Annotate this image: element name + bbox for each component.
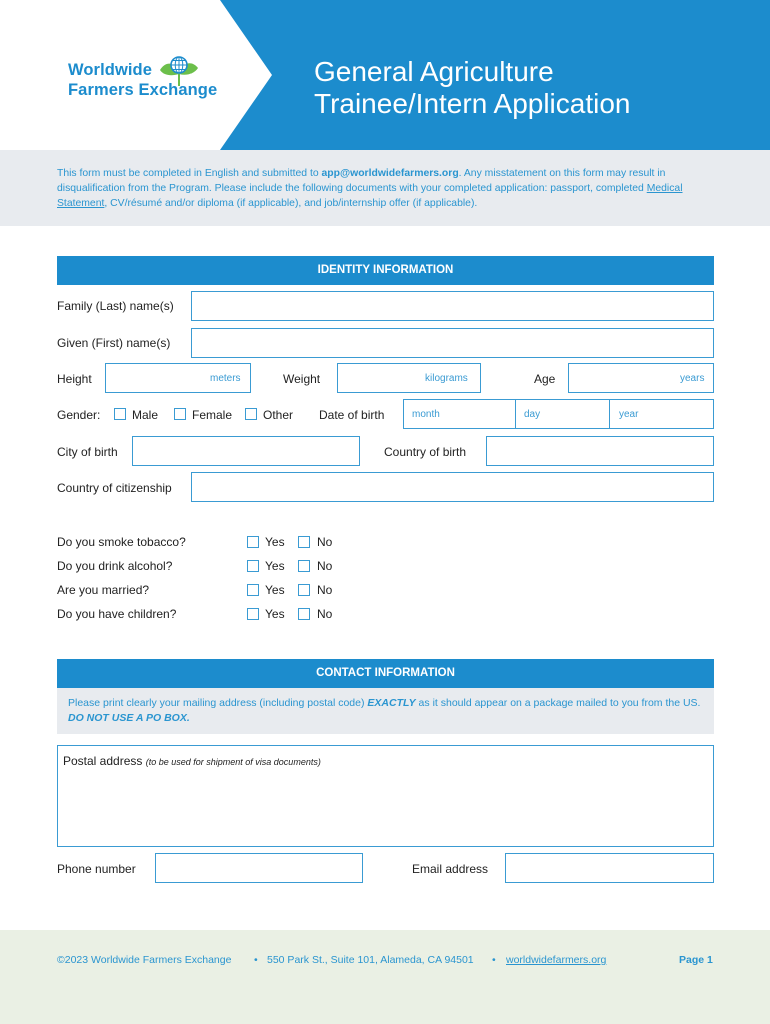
smoke-question: Do you smoke tobacco? — [57, 535, 186, 549]
given-name-label: Given (First) name(s) — [57, 336, 171, 350]
intro-text-b: . Any misstatement on this form may result in disqualification from the Program. Please include the following documents with your completed application: passport, completed — [57, 168, 666, 194]
gender-other-label: Other — [263, 408, 294, 422]
footer-separator-1: • — [254, 954, 258, 966]
postal-address-label-text: Postal address — [63, 754, 143, 768]
height-label: Height — [57, 372, 92, 386]
children-no-checkbox[interactable] — [298, 608, 310, 620]
footer — [0, 930, 770, 1024]
age-unit: years — [680, 373, 705, 384]
weight-label: Weight — [283, 372, 321, 386]
dob-month-hint: month — [412, 409, 440, 420]
logo — [68, 60, 217, 100]
children-question: Do you have children? — [57, 607, 177, 621]
footer-copyright: ©2023 Worldwide Farmers Exchange — [57, 954, 232, 966]
footer-separator-2: • — [492, 954, 496, 966]
contact-note-a: Please print clearly your mailing address (including postal code) — [68, 697, 368, 709]
gender-female-checkbox[interactable] — [174, 408, 186, 420]
contact-note — [57, 688, 714, 734]
title-line2: Trainee/Intern Application — [314, 88, 631, 119]
phone-label: Phone number — [57, 862, 136, 876]
country-of-birth-label: Country of birth — [384, 445, 467, 459]
intro-text-a: This form must be completed in English and submitted to — [57, 168, 322, 179]
family-name-label: Family (Last) name(s) — [57, 299, 174, 313]
smoke-yes-label: Yes — [265, 535, 285, 549]
dob-label: Date of birth — [319, 408, 385, 422]
children-yes-label: Yes — [265, 607, 285, 621]
page-number: Page 1 — [679, 954, 713, 966]
gender-label: Gender: — [57, 408, 101, 422]
footer-website-link[interactable] — [506, 954, 606, 966]
smoke-yes-checkbox[interactable] — [247, 536, 259, 548]
alcohol-yes-label: Yes — [265, 559, 285, 573]
footer-website-text[interactable]: worldwidefarmers.org — [506, 954, 607, 966]
footer-address: 550 Park St., Suite 101, Alameda, CA 94501 — [267, 954, 474, 966]
email-label: Email address — [412, 862, 489, 876]
contact-note-exactly: EXACTLY — [367, 697, 416, 709]
dob-day-hint: day — [524, 409, 541, 420]
phone-input[interactable] — [155, 853, 363, 883]
contact-note-pobox: DO NOT USE A PO BOX. — [68, 712, 190, 724]
alcohol-no-label: No — [317, 559, 333, 573]
city-of-birth-input[interactable] — [132, 436, 360, 466]
smoke-no-checkbox[interactable] — [298, 536, 310, 548]
medical-statement-link[interactable]: Medical Statement — [57, 183, 683, 209]
submit-email-link[interactable]: app@worldwidefarmers.org — [321, 168, 459, 179]
smoke-no-label: No — [317, 535, 333, 549]
page-title — [314, 56, 631, 120]
gender-other-checkbox[interactable] — [245, 408, 257, 420]
postal-address-label — [63, 754, 321, 768]
gender-male-label: Male — [132, 408, 159, 422]
married-no-label: No — [317, 583, 333, 597]
weight-unit: kilograms — [425, 373, 468, 384]
logo-line1: Worldwide — [68, 61, 153, 79]
married-yes-checkbox[interactable] — [247, 584, 259, 596]
family-name-input[interactable] — [191, 291, 714, 321]
country-of-birth-input[interactable] — [486, 436, 714, 466]
title-line1: General Agriculture — [314, 56, 554, 87]
postal-address-hint: (to be used for shipment of visa documents) — [145, 757, 321, 767]
citizenship-input[interactable] — [191, 472, 714, 502]
alcohol-question: Do you drink alcohol? — [57, 559, 173, 573]
logo-line2: Farmers Exchange — [68, 81, 218, 99]
email-input[interactable] — [505, 853, 714, 883]
dob-year-hint: year — [619, 409, 639, 420]
citizenship-label: Country of citizenship — [57, 481, 172, 495]
married-yes-label: Yes — [265, 583, 285, 597]
intro-band — [0, 150, 770, 226]
intro-text — [57, 166, 717, 211]
gender-male-checkbox[interactable] — [114, 408, 126, 420]
contact-note-text — [68, 696, 708, 726]
age-label: Age — [534, 372, 556, 386]
children-yes-checkbox[interactable] — [247, 608, 259, 620]
married-question: Are you married? — [57, 583, 150, 597]
gender-female-label: Female — [192, 408, 233, 422]
married-no-checkbox[interactable] — [298, 584, 310, 596]
header — [0, 0, 770, 150]
intro-text-c: , CV/résumé and/or diploma (if applicable), and job/internship offer (if applicable). — [104, 198, 478, 209]
city-of-birth-label: City of birth — [57, 445, 118, 459]
globe-leaf-icon — [158, 56, 200, 88]
height-unit: meters — [210, 373, 241, 384]
alcohol-no-checkbox[interactable] — [298, 560, 310, 572]
contact-section-heading: CONTACT INFORMATION — [57, 659, 714, 688]
alcohol-yes-checkbox[interactable] — [247, 560, 259, 572]
children-no-label: No — [317, 607, 333, 621]
given-name-input[interactable] — [191, 328, 714, 358]
contact-note-b: as it should appear on a package mailed to you from the US. — [415, 697, 701, 709]
identity-section-heading: IDENTITY INFORMATION — [57, 256, 714, 285]
